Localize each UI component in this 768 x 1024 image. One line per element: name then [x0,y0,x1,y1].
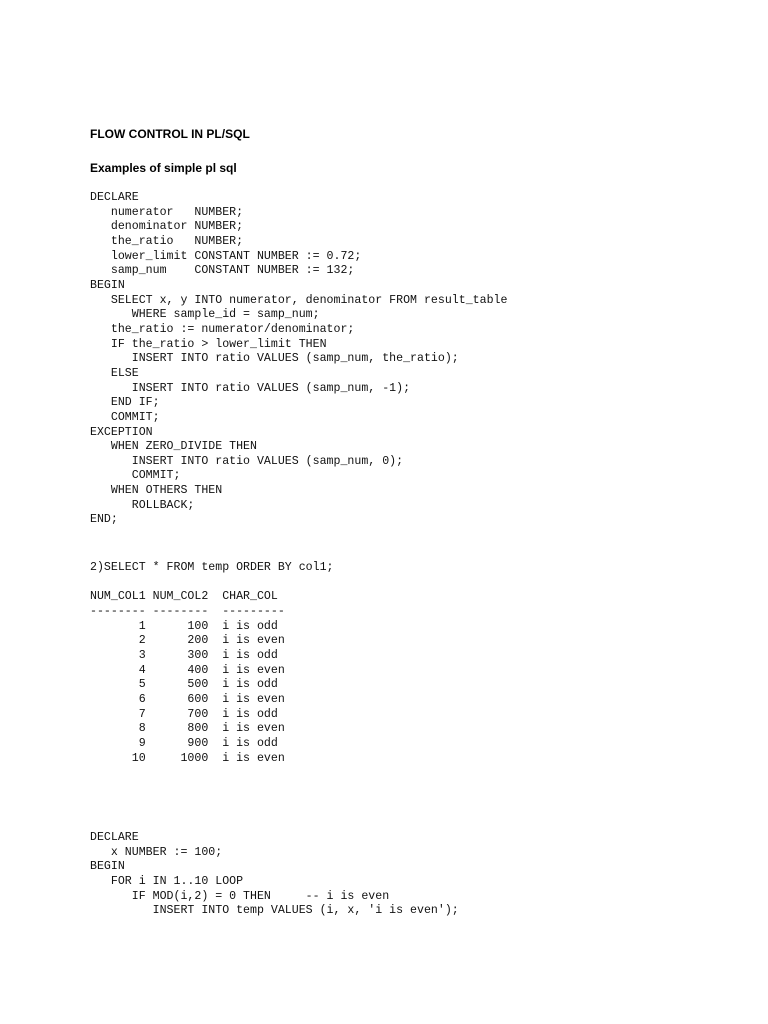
plsql-example-block: DECLARE numerator NUMBER; denominator NUMBER; the_ratio NUMBER; lower_limit CONSTANT NUMBER := 0.72; samp_num CONSTANT NUMBER := 132; BEGIN SELECT x, y INTO numerator, denominator FROM result_table WHERE sample_id = samp_num; the_ratio := numerator/denominator; IF the_ratio > lower_limit THEN INSERT INTO ratio VALUES (samp_num, the_ratio); ELSE INSERT INTO ratio VALUES (samp_num, -1); END IF; COMMIT; EXCEPTION WHEN ZERO_DIVIDE THEN INSERT INTO ratio VALUES (samp_num, 0); COMMIT; WHEN OTHERS THEN ROLLBACK; END; [90,191,508,527]
loop-example-block: DECLARE x NUMBER := 100; BEGIN FOR i IN 1..10 LOOP IF MOD(i,2) = 0 THEN -- i is even INSERT INTO temp VALUES (i, x, 'i is even'); [90,831,459,918]
select-query-result-block: 2)SELECT * FROM temp ORDER BY col1; NUM_COL1 NUM_COL2 CHAR_COL -------- -------- --------- 1 100 i is odd 2 200 i is even 3 300 i is odd 4 400 i is even 5 500 i is odd 6 600 i is even 7 700 i is odd 8 800 i is even 9 900 i is odd 10 1000 i is even [90,561,334,765]
section-subtitle: Examples of simple pl sql [90,161,237,175]
document-title: FLOW CONTROL IN PL/SQL [90,127,250,141]
